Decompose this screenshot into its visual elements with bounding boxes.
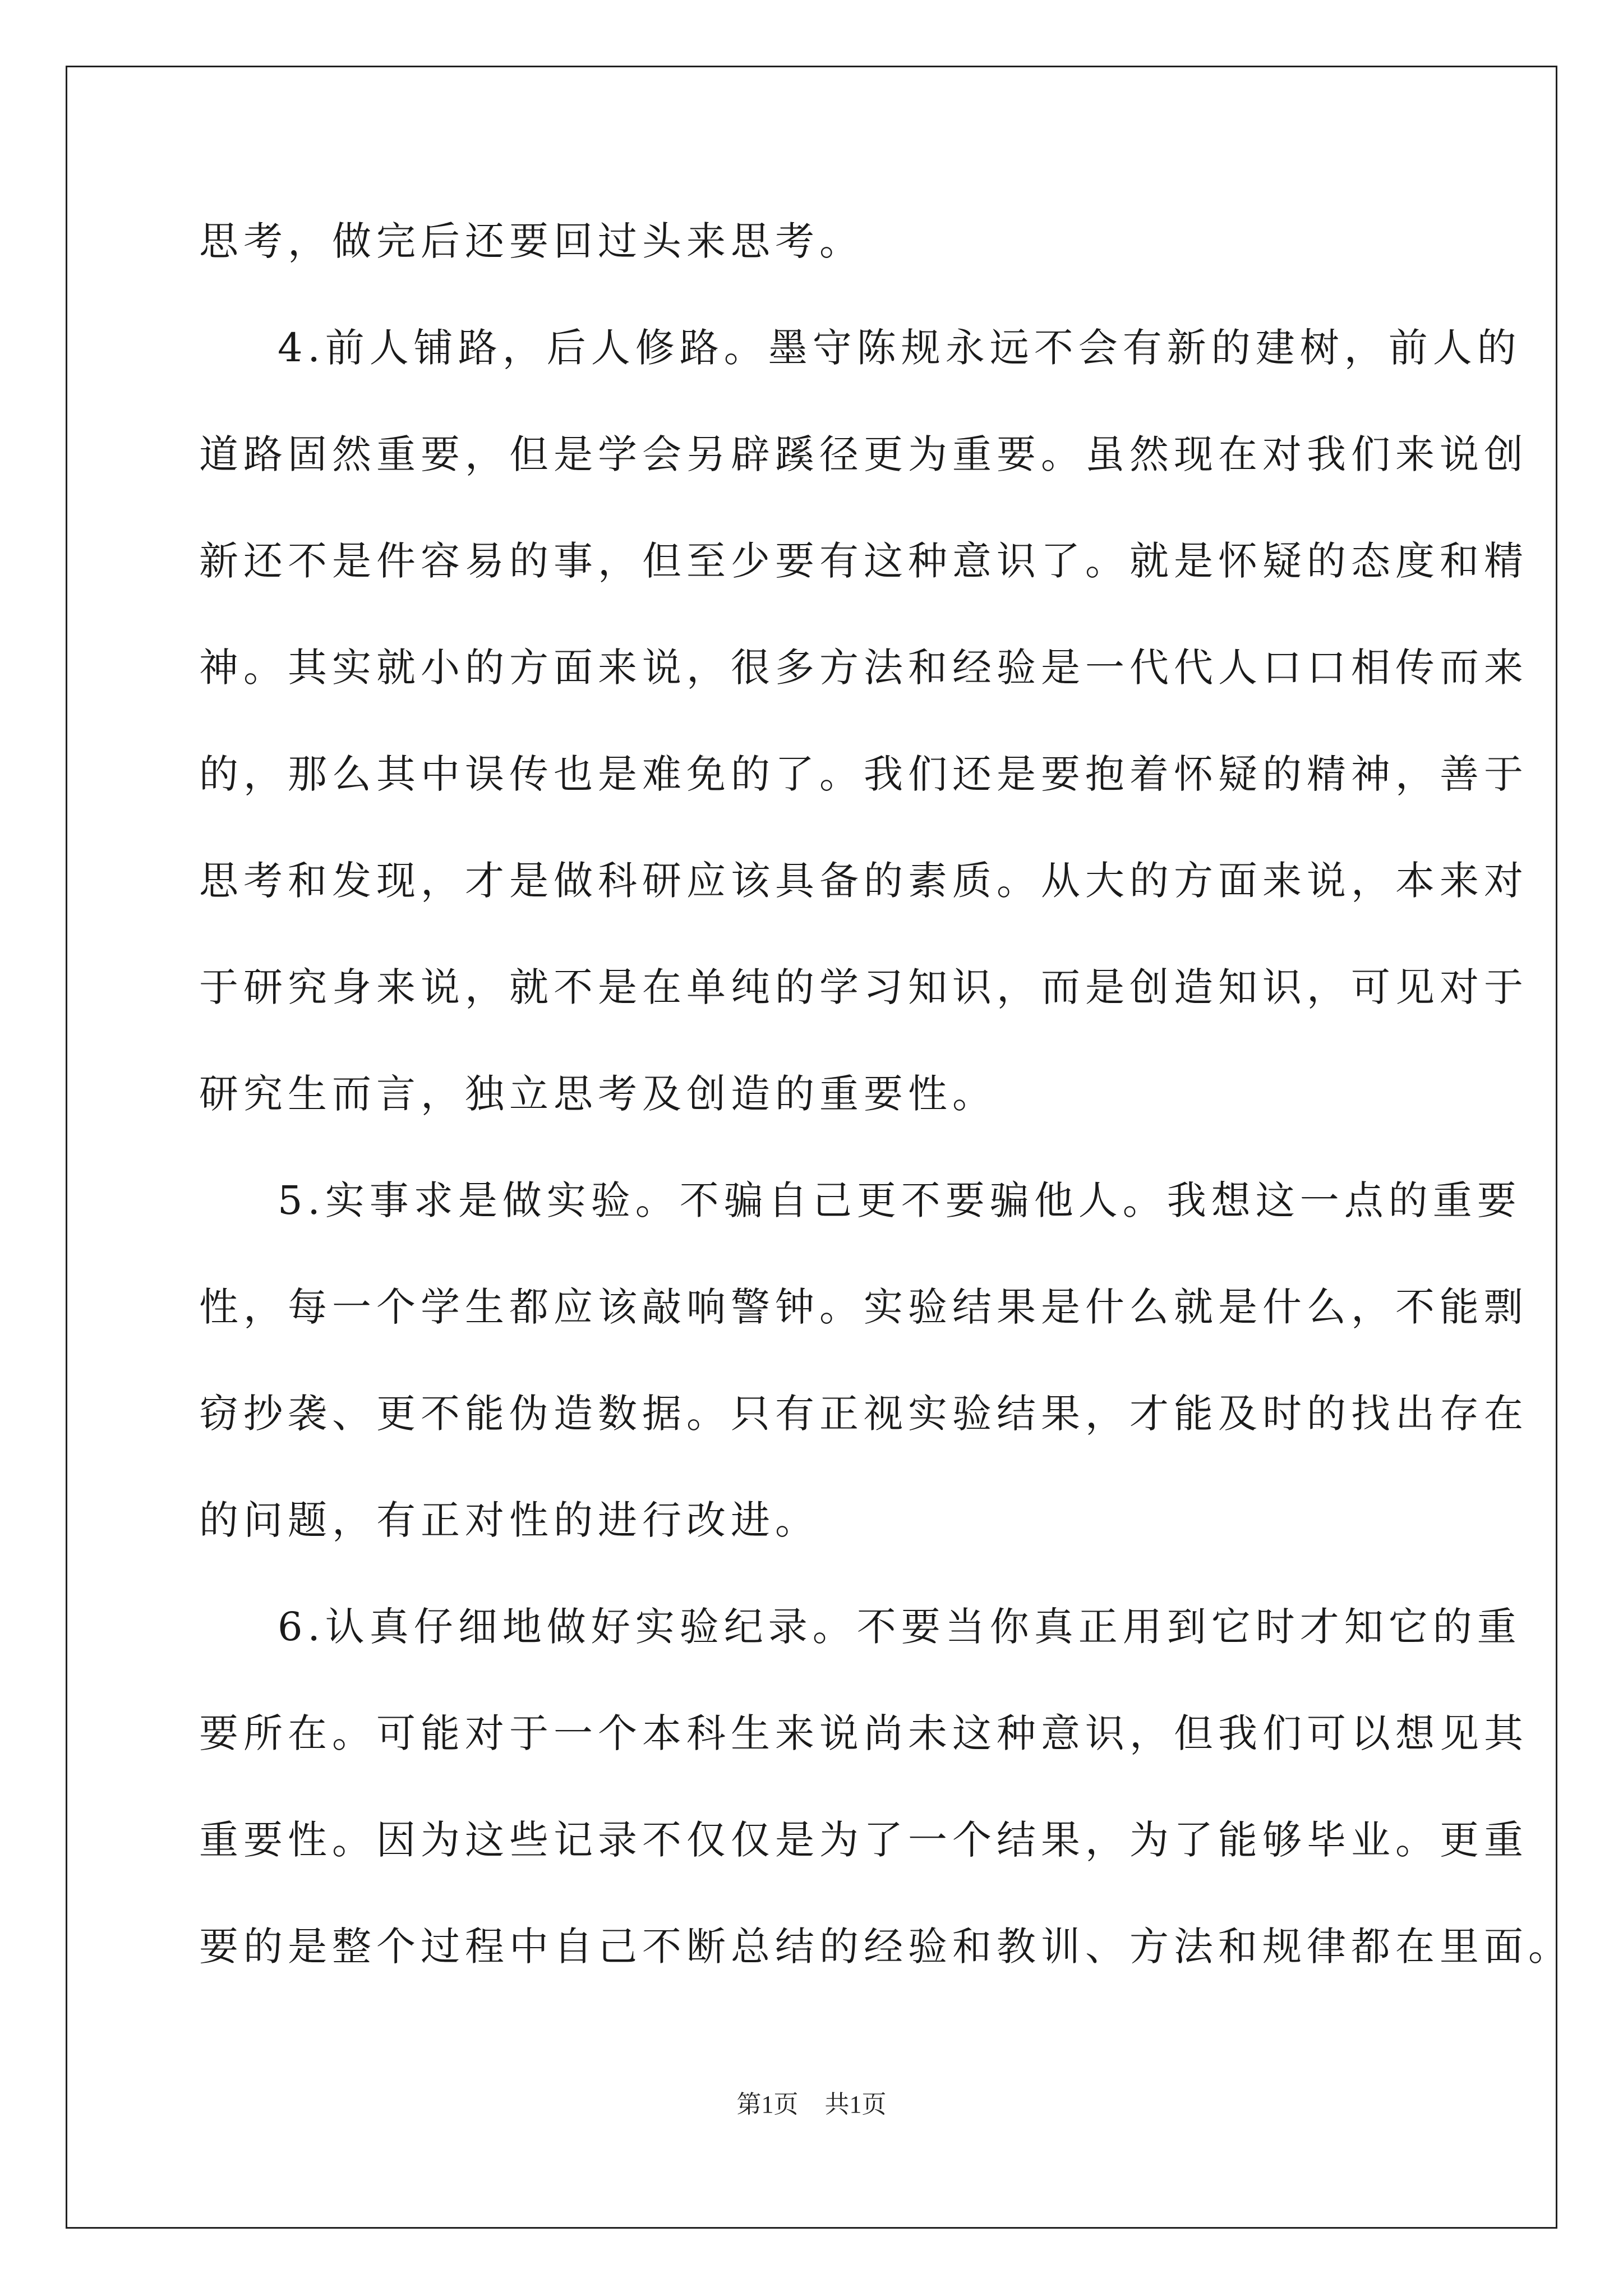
page-border (66, 66, 1557, 2229)
text-line: 思考和发现，才是做科研应该具备的素质。从大的方面来说，本来对 (199, 858, 1528, 904)
text-line: 于研究身来说，就不是在单纯的学习知识，而是创造知识，可见对于 (199, 964, 1528, 1010)
page-footer (0, 2084, 1623, 2120)
paragraph-5-start: 5.实事求是做实验。不骗自己更不要骗他人。我想这一点的重要 (278, 1177, 1521, 1223)
text-line: 道路固然重要，但是学会另辟蹊径更为重要。虽然现在对我们来说创 (199, 431, 1528, 477)
text-line: 的问题，有正对性的进行改进。 (199, 1497, 819, 1543)
page-number: 第1页 (736, 2091, 799, 2118)
text-line: 要所在。可能对于一个本科生来说尚未这种意识，但我们可以想见其 (199, 1710, 1528, 1756)
page-total: 共1页 (824, 2091, 887, 2118)
text-line: 性，每一个学生都应该敲响警钟。实验结果是什么就是什么，不能剽 (199, 1284, 1528, 1330)
text-line: 神。其实就小的方面来说，很多方法和经验是一代代人口口相传而来 (199, 645, 1528, 691)
text-line: 要的是整个过程中自己不断总结的经验和教训、方法和规律都在里面。 (199, 1924, 1573, 1970)
text-line: 思考，做完后还要回过头来思考。 (199, 218, 864, 264)
paragraph-4-start: 4.前人铺路，后人修路。墨守陈规永远不会有新的建树，前人的 (278, 325, 1521, 371)
paragraph-6-start: 6.认真仔细地做好实验纪录。不要当你真正用到它时才知它的重 (278, 1604, 1521, 1650)
text-line: 重要性。因为这些记录不仅仅是为了一个结果，为了能够毕业。更重 (199, 1817, 1528, 1863)
text-line: 窃抄袭、更不能伪造数据。只有正视实验结果，才能及时的找出存在 (199, 1391, 1528, 1437)
text-line: 新还不是件容易的事，但至少要有这种意识了。就是怀疑的态度和精 (199, 538, 1528, 584)
text-line: 研究生而言，独立思考及创造的重要性。 (199, 1071, 997, 1117)
text-line: 的，那么其中误传也是难免的了。我们还是要抱着怀疑的精神，善于 (199, 751, 1528, 797)
